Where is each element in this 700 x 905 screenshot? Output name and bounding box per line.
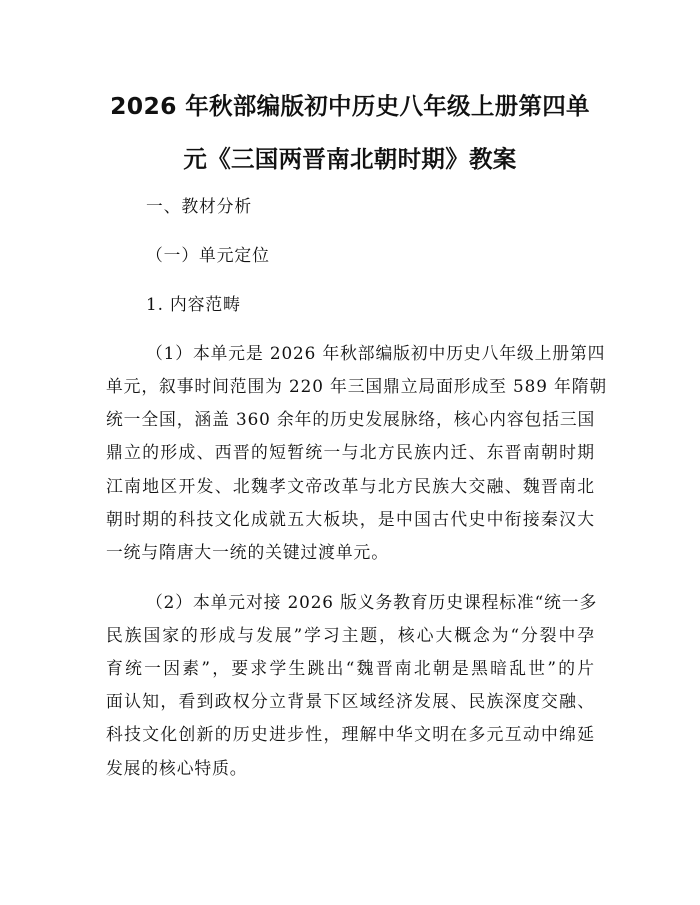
paragraph-2-line: 育统一因素”，要求学生跳出“魏晋南北朝是黑暗乱世”的片 [106,658,595,678]
paragraph-2-line: 科技文化创新的历史进步性，理解中华文明在多元互动中绵延 [106,724,595,744]
item-heading: 1. 内容范畴 [146,294,241,314]
paragraph-2-line: 民族国家的形成与发展”学习主题，核心大概念为“分裂中孕 [106,625,595,645]
document-title-line-2: 元《三国两晋南北朝时期》教案 [183,145,517,173]
document-title-line-1: 2026 年秋部编版初中历史八年级上册第四单 [110,92,590,120]
subsection-heading: （一）单元定位 [146,245,270,265]
paragraph-1-line: 统一全国，涵盖 360 余年的历史发展脉络，核心内容包括三国 [106,409,596,429]
paragraph-1-line: （1）本单元是 2026 年秋部编版初中历史八年级上册第四 [146,343,606,363]
paragraph-2-line: 发展的核心特质。 [106,758,248,778]
paragraph-1-line: 江南地区开发、北魏孝文帝改革与北方民族大交融、魏晋南北 [106,476,595,496]
paragraph-1-line: 朝时期的科技文化成就五大板块，是中国古代史中衔接秦汉大 [106,509,595,529]
paragraph-1-line: 鼎立的形成、西晋的短暂统一与北方民族内迁、东晋南朝时期 [106,442,595,462]
section-heading: 一、教材分析 [146,196,253,216]
paragraph-2-line: （2）本单元对接 2026 版义务教育历史课程标准“统一多 [146,592,598,612]
paragraph-2-line: 面认知，看到政权分立背景下区域经济发展、民族深度交融、 [106,691,595,711]
paragraph-1-line: 一统与隋唐大一统的关键过渡单元。 [106,542,389,562]
paragraph-1-line: 单元，叙事时间范围为 220 年三国鼎立局面形成至 589 年隋朝 [106,376,608,396]
